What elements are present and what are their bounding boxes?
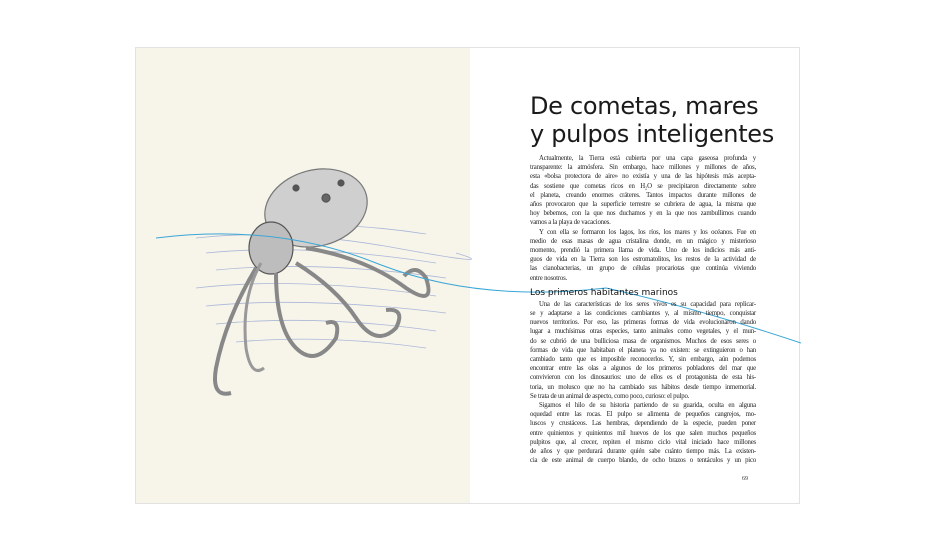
text-line: luscos y crustáceos. Las hembras, dependiendo de la especie, pueden poner [530,420,756,428]
text-line: guos de vida en la Tierra son los estromatolitos, los restos de la actividad de [530,256,756,264]
text-line: encontrar entre las olas a algunos de los primeros pobladores del mar que [530,365,756,373]
text-line: el planeta, creando enormes cráteres. Tantos impactos durante millones de [530,191,756,199]
text-line: se y adaptarse a las condiciones cambiantes y, al mismo tiempo, conquistar [530,310,756,318]
body-text [530,154,756,466]
text-line: momento, prendió la primera llama de vida. Uno de los indicios más anti- [530,247,756,255]
text-line: oquedad entre las rocas. El pulpo se alimenta de pequeños cangrejos, mo- [530,411,756,419]
octopus [215,158,429,394]
blue-water-scribbles [196,225,472,348]
text-line: Y con ella se formaron los lagos, los ríos, los mares y los océanos. Fue en [539,228,756,236]
text-line: do se cubrió de una bulliciosa masa de organismos. Muchos de esos seres o [530,337,756,345]
text-line: pulpitos que, al crecer, repiten el mismo ciclo vital iniciado hace millones [530,438,756,446]
page-title [530,92,774,148]
text-line: esta «bolsa protectora de aire» no existía y una de las hipótesis más acepta- [530,173,756,181]
text-line: Actualmente, la Tierra está cubierta por una capa gaseosa profunda y [539,155,756,162]
text-line: das sostiene que cometas ricos en H₂O se precipitaron directamente sobre [530,182,756,190]
text-line: entre quinientos y quinientos mil huevos de los que salen muchos pequeños [530,429,756,437]
text-line: nuevos territorios. Por eso, las primeras formas de vida evolucionaron dando [530,319,756,327]
text-line: Una de las características de los seres vivos es su capacidad para replicar- [539,300,756,308]
text-line: hoy bebemos, con la que nos duchamos y en la que nos zambullimos cuando [530,210,756,218]
text-line: años provocaron que la superficie terrestre se cubriera de agua, la misma que [530,201,756,209]
title-line: De cometas, mares [530,92,759,120]
text-line: cambiado tanto que es imposible reconocerlos. Y, sin embargo, aún podemos [530,356,756,364]
text-line: de años y que perdurará durante quién sabe cuánto tiempo más. La existen- [530,448,756,456]
text-line: toria, un molusco que no ha cambiado sus hábitos desde tiempo inmemorial. [530,383,756,391]
text-line: Sigamos el hilo de su historia partiendo de su guarida, oculta en alguna [539,402,756,410]
text-line: las cianobacterias, un grupo de células procariotas que continúa viviendo [530,265,756,273]
text-line: cia de este animal de cuerpo blando, de ocho brazos o tentáculos y un pico [530,457,756,465]
book-spread [135,47,800,504]
text-line: entre nosotros. [530,274,568,282]
subheading: Los primeros habitantes marinos [530,287,678,298]
paragraph [530,154,756,228]
paragraph [530,300,756,401]
paragraph [530,401,756,465]
text-line: transparente: la atmósfera. Sin embargo, hace millones y millones de años, [530,164,756,172]
page-number: 69 [742,476,748,482]
text-line: Se trata de un animal de aspecto, como poco, curioso: el pulpo. [530,392,690,400]
paragraph [530,228,756,283]
text-line: formas de vida que habitaban el planeta ya no existen: se extinguieron o han [530,346,756,354]
text-line: vamos a la playa de vacaciones. [530,219,611,227]
text-line: medio de esas masas de agua cristalina donde, en un mágico y misterioso [530,237,756,245]
title-line: y pulpos inteligentes [530,120,774,148]
text-line: convivieron con los dinosaurios: uno de ellos es el protagonista de esta his- [530,374,756,382]
text-line: lugar a muchísimas otras especies, tanto animales como vegetales, y el mun- [530,328,756,336]
